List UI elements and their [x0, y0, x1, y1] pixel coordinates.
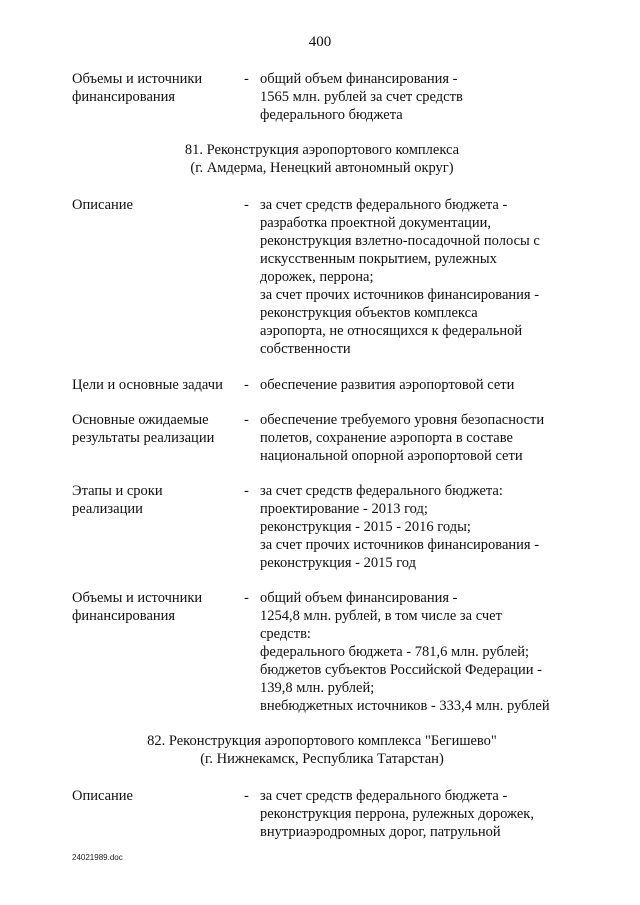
value-line: средств:: [260, 626, 311, 642]
document-filename: 24021989.doc: [72, 853, 123, 862]
value-line: за счет прочих источников финансирования -: [260, 287, 540, 303]
row-value: [260, 787, 572, 841]
value-line: за счет средств федерального бюджета -: [260, 788, 508, 804]
project-82-heading: [72, 732, 572, 768]
value-line: реконструкция - 2015 - 2016 годы;: [260, 519, 471, 535]
value-line: реконструкция перрона, рулежных дорожек,: [260, 806, 534, 822]
label-line: финансирования: [72, 89, 176, 105]
row-label: [72, 787, 240, 841]
label-line: Объемы и источники: [72, 590, 203, 606]
heading-line: 81. Реконструкция аэропортового комплекса: [184, 142, 460, 158]
label-line: финансирования: [72, 608, 176, 624]
row-value: [260, 376, 572, 394]
value-line: общий объем финансирования -: [260, 590, 458, 606]
row-value: [260, 482, 572, 572]
value-line: за счет средств федерального бюджета -: [260, 197, 508, 213]
row-label: [72, 376, 240, 394]
row-value: [260, 196, 572, 358]
value-line: реконструкция - 2015 год: [260, 555, 416, 571]
label-line: Основные ожидаемые: [72, 412, 209, 428]
project-81-funding-row: [72, 589, 572, 715]
row-label: [72, 411, 240, 465]
project-81-stages-row: [72, 482, 572, 572]
row-dash: -: [244, 483, 249, 499]
label-line: Описание: [72, 197, 133, 213]
value-line: 1254,8 млн. рублей, в том числе за счет: [260, 608, 502, 624]
value-line: федерального бюджета: [260, 107, 403, 123]
label-line: Цели и основные задачи: [72, 377, 223, 393]
row-label: [72, 70, 240, 124]
project-81-heading: [72, 141, 572, 177]
row-value: [260, 70, 572, 124]
row-label: [72, 589, 240, 715]
value-line: 139,8 млн. рублей;: [260, 680, 375, 696]
value-line: за счет прочих источников финансирования -: [260, 537, 540, 553]
row-dash: -: [244, 412, 249, 428]
value-line: 1565 млн. рублей за счет средств: [260, 89, 463, 105]
label-line: результаты реализации: [72, 430, 215, 446]
heading-line: 82. Реконструкция аэропортового комплекса "Бегишево": [147, 733, 497, 749]
row-value: [260, 411, 572, 465]
row-dash: -: [244, 197, 249, 213]
value-line: собственности: [260, 341, 351, 357]
project-82-description-row: [72, 787, 572, 841]
row-dash: -: [244, 788, 249, 804]
label-line: Этапы и сроки: [72, 483, 163, 499]
row-dash: -: [244, 590, 249, 606]
project-81-description-row: [72, 196, 572, 358]
value-line: разработка проектной документации,: [260, 215, 491, 231]
value-line: реконструкция объектов комплекса: [260, 305, 478, 321]
heading-line: (г. Нижнекамск, Республика Татарстан): [200, 751, 444, 767]
heading-line: (г. Амдерма, Ненецкий автономный округ): [190, 160, 454, 176]
row-dash: -: [244, 71, 249, 87]
value-line: внебюджетных источников - 333,4 млн. рублей: [260, 698, 550, 714]
row-label: [72, 196, 240, 358]
label-line: Объемы и источники: [72, 71, 203, 87]
project-81-goals-row: [72, 376, 572, 394]
value-line: полетов, сохранение аэропорта в составе: [260, 430, 513, 446]
project-81-results-row: [72, 411, 572, 465]
value-line: внутриаэродромных дорог, патрульной: [260, 824, 501, 840]
value-line: общий объем финансирования -: [260, 71, 458, 87]
label-line: реализации: [72, 501, 143, 517]
value-line: национальной опорной аэропортовой сети: [260, 448, 523, 464]
value-line: обеспечение развития аэропортовой сети: [260, 377, 515, 393]
page-number: 400: [308, 34, 332, 50]
value-line: искусственным покрытием, рулежных: [260, 251, 497, 267]
value-line: федерального бюджета - 781,6 млн. рублей;: [260, 644, 529, 660]
row-value: [260, 589, 572, 715]
value-line: бюджетов субъектов Российской Федерации -: [260, 662, 542, 678]
value-line: дорожек, перрона;: [260, 269, 374, 285]
value-line: обеспечение требуемого уровня безопасности: [260, 412, 545, 428]
value-line: за счет средств федерального бюджета:: [260, 483, 503, 499]
label-line: Описание: [72, 788, 133, 804]
row-dash: -: [244, 377, 249, 393]
value-line: реконструкция взлетно-посадочной полосы с: [260, 233, 540, 249]
document-content: [72, 70, 572, 841]
row-label: [72, 482, 240, 572]
value-line: аэропорта, не относящихся к федеральной: [260, 323, 523, 339]
value-line: проектирование - 2013 год;: [260, 501, 428, 517]
funding-row-top: [72, 70, 572, 124]
